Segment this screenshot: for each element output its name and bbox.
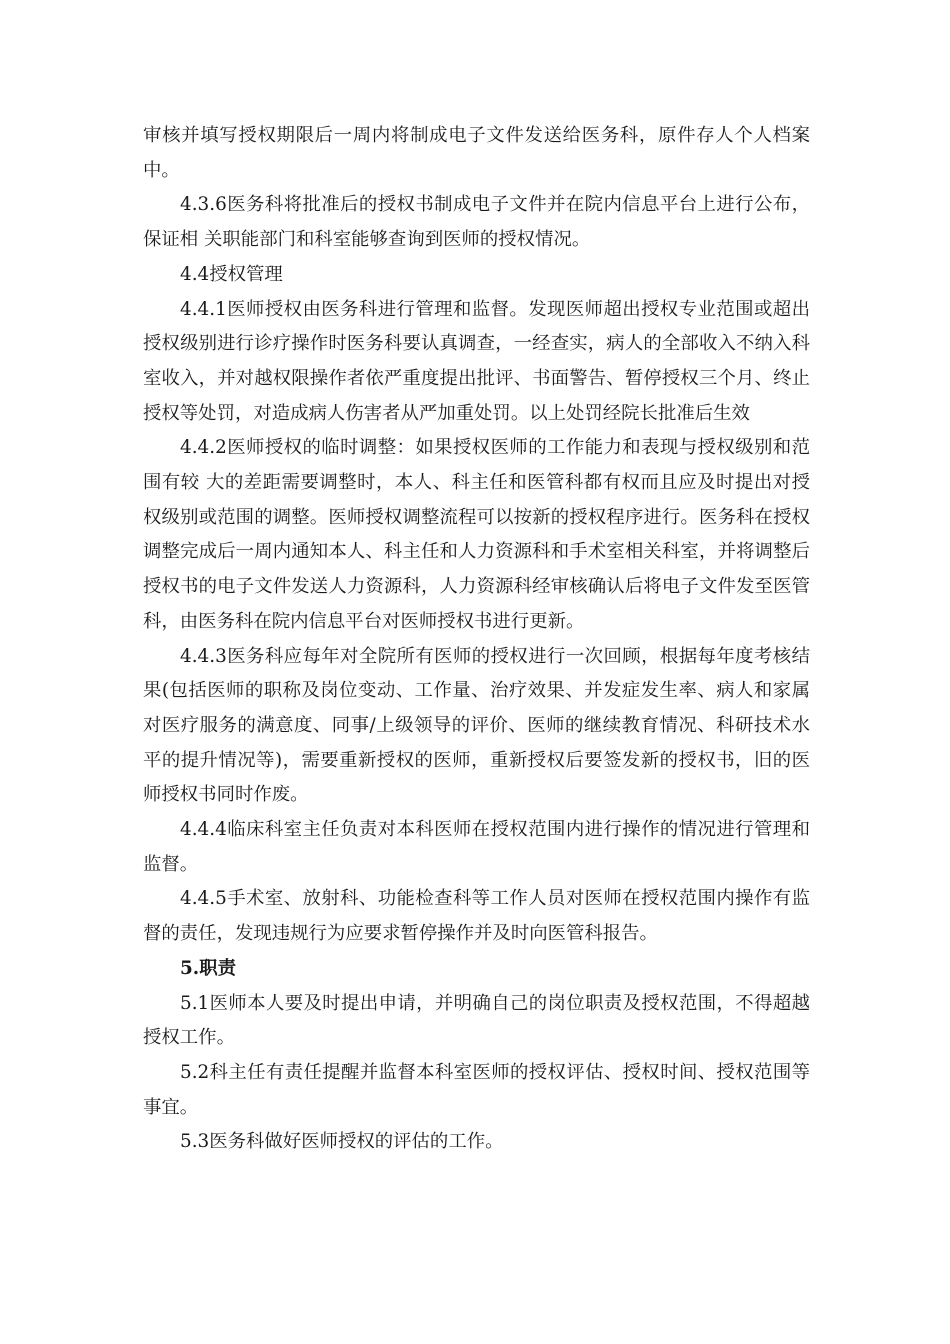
paragraph-4-4-3: 4.4.3医务科应每年对全院所有医师的授权进行一次回顾，根据每年度考核结果(包括医师的职称及岗位变动、工作量、治疗效果、并发症发生率、病人和家属对医疗服务的满意度、同事/上级领导的评价、医师的继续教育情况、科研技术水平的提升情况等)，需要重新授权的医师，重新授权后要签发新的授权书，旧的医师授权书同时作废。 [143,645,810,806]
section-heading-5: 5.职责 [180,957,236,979]
paragraph-4-4-4: 4.4.4临床科室主任负责对本科医师在授权范围内进行操作的情况进行管理和监督。 [143,819,810,875]
paragraph-5-2: 5.2科主任有责任提醒并监督本科室医师的授权评估、授权时间、授权范围等事宜。 [143,1061,810,1118]
paragraph-4-3-6: 4.3.6医务科将批准后的授权书制成电子文件并在院内信息平台上进行公布，保证相 关职能部门和科室能够查询到医师的授权情况。 [143,194,810,251]
paragraph-4-4-1: 4.4.1医师授权由医务科进行管理和监督。发现医师超出授权专业范围或超出授权级别进行诊疗操作时医务科要认真调查，一经查实，病人的全部收入不纳入科室收入，并对越权限操作者依严重度提出批评、书面警告、暂停授权三个月、终止授权等处罚，对造成病人伤害者从严加重处罚。以上处罚经院长批准后生效 [143,298,810,424]
paragraph-4-4-5: 4.4.5手术室、放射科、功能检查科等工作人员对医师在授权范围内操作有监督的责任，发现违规行为应要求暂停操作并及时向医管科报告。 [143,888,810,945]
paragraph-4-4-2: 4.4.2医师授权的临时调整：如果授权医师的工作能力和表现与授权级别和范围有较 大的差距需要调整时，本人、科主任和医管科都有权而且应及时提出对授权级别或范围的调整。医师授权调整流程可以按新的授权程序进行。医务科在授权调整完成后一周内通知本人、科主任和人力资源科和手术室相关科室，并将调整后授权书的电子文件发送人力资源科，人力资源科经审核确认后将电子文件发至医管科，由医务科在院内信息平台对医师授权书进行更新。 [143,437,810,632]
paragraph-continuation: 审核并填写授权期限后一周内将制成电子文件发送给医务科，原件存人个人档案中。 [143,125,810,181]
paragraph-5-3: 5.3医务科做好医师授权的评估的工作。 [180,1131,504,1153]
paragraph-5-1: 5.1医师本人要及时提出申请，并明确自己的岗位职责及授权范围，不得超越授权工作。 [143,992,810,1049]
section-heading-4-4: 4.4授权管理 [180,263,283,285]
document-body [143,119,810,1160]
